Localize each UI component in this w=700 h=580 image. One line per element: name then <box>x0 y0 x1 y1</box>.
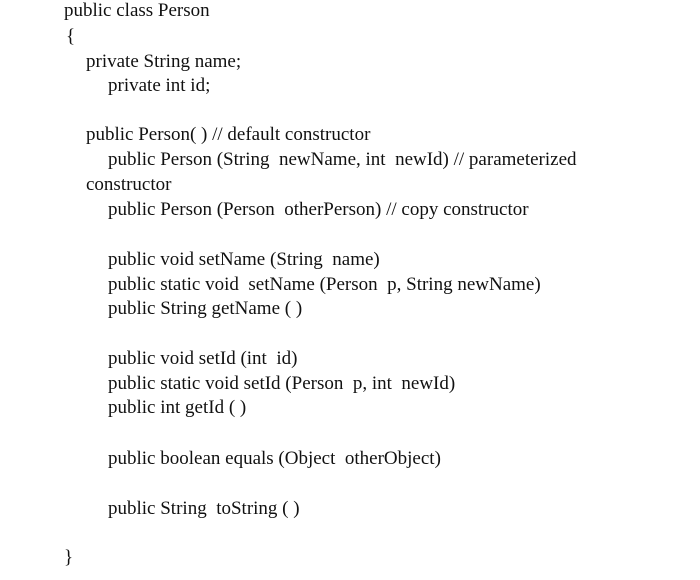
field-name: private String name; <box>86 51 242 72</box>
get-id-method: public int getId ( ) <box>108 397 247 418</box>
set-name-method: public void setName (String name) <box>108 249 380 270</box>
static-set-id-method: public static void setId (Person p, int newId) <box>108 373 456 394</box>
open-brace: { <box>66 26 76 47</box>
class-header: public class Person <box>64 0 210 21</box>
copy-constructor: public Person (Person otherPerson) // copy constructor <box>108 199 529 220</box>
equals-method: public boolean equals (Object otherObject) <box>108 448 441 469</box>
close-brace: } <box>64 547 74 568</box>
param-constructor-line2: constructor <box>86 174 172 195</box>
to-string-method: public String toString ( ) <box>108 498 300 519</box>
get-name-method: public String getName ( ) <box>108 298 303 319</box>
static-set-name-method: public static void setName (Person p, String newName) <box>108 274 541 295</box>
param-constructor-line1: public Person (String newName, int newId) // parameterized <box>108 149 577 170</box>
default-constructor: public Person( ) // default constructor <box>86 124 371 145</box>
field-id: private int id; <box>108 75 211 96</box>
set-id-method: public void setId (int id) <box>108 348 298 369</box>
